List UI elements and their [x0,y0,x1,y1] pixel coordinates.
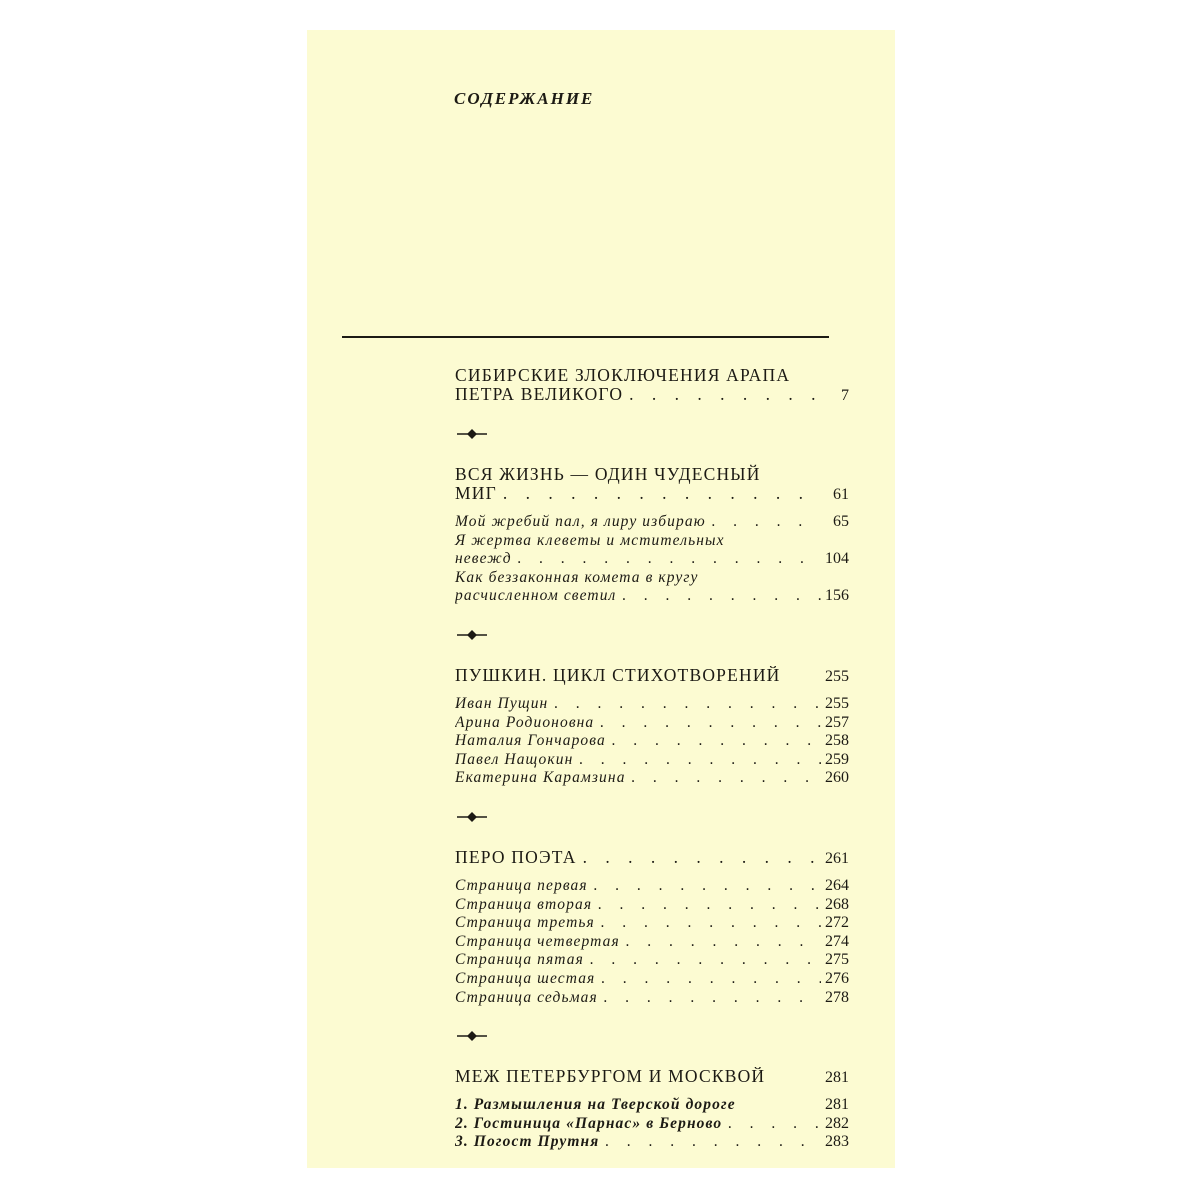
page-heading: СОДЕРЖАНИЕ [454,89,595,108]
leader-dots [584,951,821,970]
toc-entry [455,769,849,788]
page-number: 255 [825,694,849,712]
entry-title: Иван Пущин [455,694,549,712]
entry-title: Екатерина Карамзина [455,769,626,787]
page-number: 255 [825,667,849,685]
toc-entry [455,896,849,915]
toc-section [455,848,849,1007]
entry-title: Как беззаконная комета в кругу [455,568,699,586]
entry-title: Страница вторая [455,895,593,913]
page-number: 65 [833,513,849,530]
page-number: 104 [825,550,849,568]
page-number: 156 [825,587,849,605]
page-number: 260 [825,769,849,787]
section-title: ВСЯ ЖИЗНЬ — ОДИН ЧУДЕСНЫЙ [455,464,761,484]
leader-dots [620,933,821,952]
toc-section [455,1067,849,1152]
ornament-icon [455,628,489,642]
leader-dots [623,385,821,404]
toc-entry [455,732,849,751]
page-number: 275 [825,951,849,969]
toc-entry [455,951,849,970]
page-number: 278 [825,988,849,1006]
leader-dots [512,550,821,569]
page-number: 7 [841,387,849,404]
entry-title: Мой жребий пал, я лиру избираю [455,513,706,530]
ornament-icon [455,810,489,824]
leader-dots [588,877,821,896]
section-title-line [455,484,849,504]
entry-title: Наталия Гончарова [455,732,606,750]
section-title-line [455,385,849,405]
entry-title: Страница четвертая [455,932,620,950]
toc-section [455,465,849,606]
section-title: МЕЖ ПЕТЕРБУРГОМ И МОСКВОЙ [455,1067,766,1087]
page-number: 259 [825,750,849,768]
section-title: СИБИРСКИЕ ЗЛОКЛЮЧЕНИЯ АРАПА [455,365,791,385]
leader-dots [606,732,821,751]
toc-entry [455,695,849,714]
section-title-line [455,848,849,868]
entry-title: Арина Родионовна [455,713,595,731]
section-title-line [455,666,849,686]
toc-entry [455,989,849,1008]
leader-dots [599,1133,821,1152]
page-number: 281 [825,1069,849,1087]
page-number: 258 [825,732,849,750]
entry-title-cont: расчисленном светил [455,587,617,605]
section-title: ПЕРО ПОЭТА [455,847,577,867]
section-title-line [455,1067,849,1087]
horizontal-rule [342,336,829,338]
toc-entry [455,933,849,952]
page-number: 276 [825,969,849,987]
leader-dots [573,751,821,770]
toc-entry [455,877,849,896]
page-number: 272 [825,914,849,932]
leader-dots [598,989,821,1008]
toc-entry [455,970,849,989]
page-number: 268 [825,895,849,913]
page-number: 257 [825,713,849,731]
page-number: 264 [825,876,849,894]
toc-entry [455,587,849,606]
toc-entry [455,714,849,733]
leader-dots [595,914,821,933]
leader-dots [592,896,821,915]
page-number: 283 [825,1133,849,1151]
ornament-icon [455,1029,489,1043]
table-of-contents [455,366,849,1152]
section-title-cont: МИГ [455,484,497,503]
entry-title: Павел Нащокин [455,750,574,768]
leader-dots [722,1115,821,1134]
toc-section [455,366,849,405]
entry-title: Я жертва клеветы и мстительных [455,531,725,549]
leader-dots [577,848,821,867]
leader-dots [626,769,821,788]
leader-dots [616,587,821,606]
toc-entry [455,1115,849,1134]
toc-entry [455,1133,849,1152]
leader-dots [706,513,821,532]
book-page [307,30,895,1168]
entry-title: Страница шестая [455,969,596,987]
toc-entry [455,550,849,569]
ornament-icon [455,427,489,441]
toc-section [455,666,849,788]
entry-title: 3. Погост Прутня [455,1133,600,1151]
section-title-cont: ПЕТРА ВЕЛИКОГО [455,385,624,404]
page-number: 282 [825,1114,849,1132]
entry-title-cont: невежд [455,550,512,568]
page-number: 261 [825,849,849,867]
toc-entry [455,1096,849,1115]
page-number: 61 [833,486,849,503]
entry-title: Страница седьмая [455,988,598,1006]
section-title: ПУШКИН. ЦИКЛ СТИХОТВОРЕНИЙ [455,665,781,685]
leader-dots [497,484,821,503]
page-number: 281 [825,1096,849,1114]
entry-title: 1. Размышления на Тверской дороге [455,1096,736,1114]
page-number: 274 [825,932,849,950]
toc-entry [455,513,849,532]
leader-dots [548,695,821,714]
toc-entry [455,914,849,933]
entry-title: Страница первая [455,876,588,894]
entry-title: Страница пятая [455,951,584,969]
entry-title: 2. Гостиница «Парнас» в Берново [455,1114,723,1132]
leader-dots [595,970,821,989]
leader-dots [594,714,821,733]
entry-title: Страница третья [455,914,595,932]
toc-entry [455,751,849,770]
